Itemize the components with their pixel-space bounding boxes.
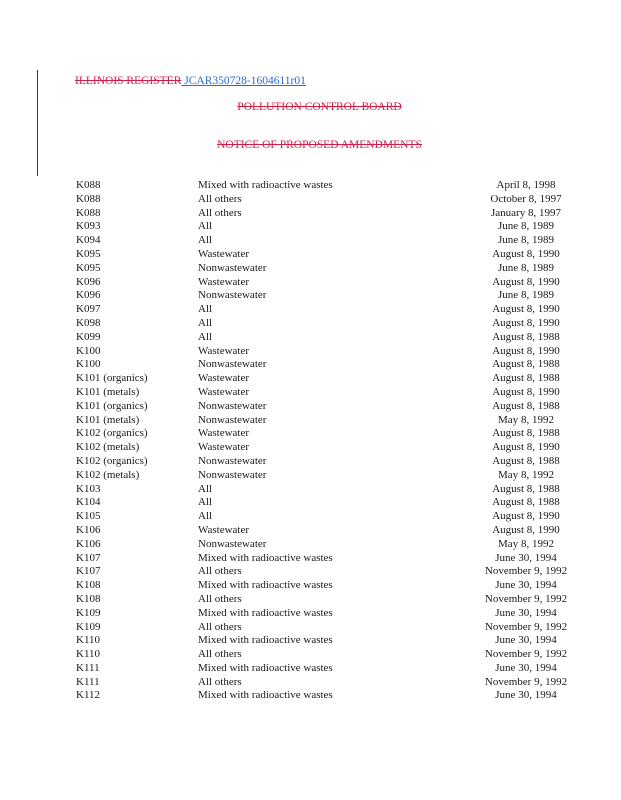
subcategory-cell: Mixed with radioactive wastes bbox=[198, 179, 333, 191]
subcategory-cell: Mixed with radioactive wastes bbox=[198, 579, 333, 592]
effective-date-cell: August 8, 1990 bbox=[492, 275, 560, 288]
subcategory-cell: Wastewater bbox=[198, 344, 250, 357]
table-row bbox=[76, 579, 571, 593]
board-header bbox=[0, 101, 621, 113]
effective-date-cell: April 8, 1998 bbox=[496, 179, 556, 191]
effective-date-cell: June 8, 1989 bbox=[498, 289, 554, 302]
subcategory-cell: Mixed with radioactive wastes bbox=[198, 689, 333, 702]
table-row bbox=[76, 262, 571, 276]
table-row bbox=[76, 345, 571, 359]
subcategory-cell: Nonwastewater bbox=[198, 454, 267, 467]
subcategory-cell: Wastewater bbox=[198, 385, 250, 398]
effective-date-cell: June 30, 1994 bbox=[495, 634, 557, 647]
subcategory-cell: Wastewater bbox=[198, 275, 250, 288]
subcategory-cell: All others bbox=[198, 675, 242, 688]
effective-date-cell: November 9, 1992 bbox=[484, 620, 568, 633]
effective-date-cell: August 8, 1990 bbox=[492, 344, 560, 357]
subcategory-cell: All others bbox=[198, 592, 242, 605]
waste-code-cell: K102 (metals) bbox=[76, 441, 140, 454]
effective-date-cell: June 8, 1989 bbox=[498, 261, 554, 274]
waste-code-cell: K110 bbox=[76, 648, 101, 661]
subcategory-cell: All others bbox=[198, 565, 242, 578]
table-row bbox=[76, 634, 571, 648]
subcategory-cell: Nonwastewater bbox=[198, 261, 267, 274]
waste-code-cell: K095 bbox=[76, 247, 101, 260]
notice-header bbox=[0, 139, 621, 151]
subcategory-cell: All others bbox=[198, 620, 242, 633]
effective-date-cell: June 30, 1994 bbox=[495, 661, 557, 674]
table-row bbox=[76, 276, 571, 290]
effective-date-cell: June 30, 1994 bbox=[495, 551, 557, 564]
effective-date-cell: August 8, 1988 bbox=[492, 399, 560, 412]
table-row bbox=[76, 248, 571, 262]
subcategory-cell: All bbox=[198, 316, 213, 329]
effective-date-cell: May 8, 1992 bbox=[498, 537, 554, 550]
effective-date-cell: August 8, 1988 bbox=[492, 496, 560, 509]
subcategory-cell: All bbox=[198, 220, 213, 233]
table-row bbox=[76, 648, 571, 662]
subcategory-cell: Wastewater bbox=[198, 441, 250, 454]
waste-code-cell: K100 bbox=[76, 344, 101, 357]
waste-code-cell: K088 bbox=[76, 179, 101, 191]
table-row bbox=[76, 358, 571, 372]
subcategory-cell: Wastewater bbox=[198, 427, 250, 440]
table-row bbox=[76, 469, 571, 483]
effective-date-cell: August 8, 1990 bbox=[492, 303, 560, 316]
register-title-struck: ILLINOIS REGISTER bbox=[75, 75, 182, 87]
waste-code-cell: K110 bbox=[76, 634, 101, 647]
effective-date-cell: August 8, 1990 bbox=[492, 523, 560, 536]
subcategory-cell: All bbox=[198, 482, 213, 495]
table-row bbox=[76, 510, 571, 524]
waste-code-cell: K100 bbox=[76, 358, 101, 371]
table-row bbox=[76, 179, 571, 193]
subcategory-cell: Mixed with radioactive wastes bbox=[198, 551, 333, 564]
waste-code-cell: K101 (metals) bbox=[76, 385, 140, 398]
subcategory-cell: Wastewater bbox=[198, 247, 250, 260]
subcategory-cell: All bbox=[198, 496, 213, 509]
table-row bbox=[76, 496, 571, 510]
waste-code-cell: K104 bbox=[76, 496, 101, 509]
effective-date-cell: August 8, 1990 bbox=[492, 316, 560, 329]
effective-date-cell: May 8, 1992 bbox=[498, 413, 554, 426]
waste-code-table bbox=[76, 179, 571, 703]
subcategory-cell: All bbox=[198, 330, 213, 343]
waste-code-cell: K098 bbox=[76, 316, 101, 329]
effective-date-cell: August 8, 1990 bbox=[492, 247, 560, 260]
effective-date-cell: June 30, 1994 bbox=[495, 689, 557, 702]
table-row bbox=[76, 289, 571, 303]
subcategory-cell: All bbox=[198, 234, 213, 247]
effective-date-cell: January 8, 1997 bbox=[491, 206, 561, 219]
table-row bbox=[76, 621, 571, 635]
waste-code-cell: K109 bbox=[76, 620, 101, 633]
waste-code-cell: K109 bbox=[76, 606, 101, 619]
table-row bbox=[76, 565, 571, 579]
table-row bbox=[76, 538, 571, 552]
table-row bbox=[76, 372, 571, 386]
effective-date-cell: October 8, 1997 bbox=[490, 192, 562, 205]
subcategory-cell: Nonwastewater bbox=[198, 468, 267, 481]
waste-code-cell: K101 (metals) bbox=[76, 413, 140, 426]
waste-code-cell: K088 bbox=[76, 192, 101, 205]
table-row bbox=[76, 552, 571, 566]
table-row bbox=[76, 676, 571, 690]
waste-code-cell: K094 bbox=[76, 234, 101, 247]
subcategory-cell: Mixed with radioactive wastes bbox=[198, 606, 333, 619]
subcategory-cell: Wastewater bbox=[198, 372, 250, 385]
subcategory-cell: Nonwastewater bbox=[198, 537, 267, 550]
table-row bbox=[76, 386, 571, 400]
waste-code-cell: K112 bbox=[76, 689, 101, 702]
table-row bbox=[76, 483, 571, 497]
effective-date-cell: August 8, 1990 bbox=[492, 385, 560, 398]
effective-date-cell: August 8, 1988 bbox=[492, 358, 560, 371]
waste-code-cell: K107 bbox=[76, 551, 101, 564]
effective-date-cell: August 8, 1988 bbox=[492, 482, 560, 495]
waste-code-cell: K101 (organics) bbox=[76, 399, 148, 412]
waste-code-table-body bbox=[76, 179, 571, 703]
waste-code-cell: K106 bbox=[76, 537, 101, 550]
effective-date-cell: May 8, 1992 bbox=[498, 468, 554, 481]
waste-code-cell: K111 bbox=[76, 675, 100, 688]
table-row bbox=[76, 689, 571, 703]
table-row bbox=[76, 593, 571, 607]
effective-date-cell: August 8, 1988 bbox=[492, 454, 560, 467]
subcategory-cell: Nonwastewater bbox=[198, 413, 267, 426]
table-row bbox=[76, 414, 571, 428]
waste-code-cell: K093 bbox=[76, 220, 101, 233]
effective-date-cell: June 8, 1989 bbox=[498, 234, 554, 247]
effective-date-cell: June 30, 1994 bbox=[495, 606, 557, 619]
effective-date-cell: August 8, 1988 bbox=[492, 372, 560, 385]
table-row bbox=[76, 607, 571, 621]
notice-title-struck: NOTICE OF PROPOSED AMENDMENTS bbox=[217, 139, 422, 151]
table-row bbox=[76, 220, 571, 234]
table-row bbox=[76, 662, 571, 676]
subcategory-cell: Nonwastewater bbox=[198, 289, 267, 302]
waste-code-cell: K103 bbox=[76, 482, 101, 495]
table-row bbox=[76, 441, 571, 455]
subcategory-cell: Nonwastewater bbox=[198, 399, 267, 412]
table-row bbox=[76, 400, 571, 414]
effective-date-cell: June 8, 1989 bbox=[498, 220, 554, 233]
effective-date-cell: November 9, 1992 bbox=[484, 592, 568, 605]
waste-code-cell: K096 bbox=[76, 275, 101, 288]
waste-code-cell: K106 bbox=[76, 523, 101, 536]
jcar-reference-inserted: JCAR350728-1604611r01 bbox=[181, 75, 306, 87]
table-row bbox=[76, 207, 571, 221]
table-row bbox=[76, 193, 571, 207]
effective-date-cell: November 9, 1992 bbox=[484, 565, 568, 578]
waste-code-cell: K107 bbox=[76, 565, 101, 578]
waste-code-cell: K111 bbox=[76, 661, 100, 674]
waste-code-cell: K108 bbox=[76, 579, 101, 592]
subcategory-cell: Wastewater bbox=[198, 523, 250, 536]
table-row bbox=[76, 455, 571, 469]
subcategory-cell: All others bbox=[198, 206, 242, 219]
table-row bbox=[76, 524, 571, 538]
table-row bbox=[76, 331, 571, 345]
waste-code-cell: K102 (metals) bbox=[76, 468, 140, 481]
subcategory-cell: All bbox=[198, 303, 213, 316]
subcategory-cell: Mixed with radioactive wastes bbox=[198, 634, 333, 647]
effective-date-cell: August 8, 1990 bbox=[492, 510, 560, 523]
register-header bbox=[75, 75, 306, 87]
effective-date-cell: August 8, 1988 bbox=[492, 330, 560, 343]
effective-date-cell: June 30, 1994 bbox=[495, 579, 557, 592]
subcategory-cell: All others bbox=[198, 192, 242, 205]
waste-code-cell: K088 bbox=[76, 206, 101, 219]
waste-code-cell: K102 (organics) bbox=[76, 454, 148, 467]
subcategory-cell: All others bbox=[198, 648, 242, 661]
revision-change-bar bbox=[37, 70, 38, 176]
table-row bbox=[76, 234, 571, 248]
waste-code-cell: K099 bbox=[76, 330, 101, 343]
effective-date-cell: August 8, 1990 bbox=[492, 441, 560, 454]
waste-code-cell: K095 bbox=[76, 261, 101, 274]
waste-code-cell: K097 bbox=[76, 303, 101, 316]
effective-date-cell: November 9, 1992 bbox=[484, 648, 568, 661]
table-row bbox=[76, 317, 571, 331]
waste-code-cell: K105 bbox=[76, 510, 101, 523]
waste-code-cell: K096 bbox=[76, 289, 101, 302]
table-row bbox=[76, 303, 571, 317]
board-title-struck: POLLUTION CONTROL BOARD bbox=[237, 101, 402, 113]
effective-date-cell: August 8, 1988 bbox=[492, 427, 560, 440]
table-row bbox=[76, 427, 571, 441]
subcategory-cell: Nonwastewater bbox=[198, 358, 267, 371]
subcategory-cell: All bbox=[198, 510, 213, 523]
waste-code-cell: K108 bbox=[76, 592, 101, 605]
effective-date-cell: November 9, 1992 bbox=[484, 675, 568, 688]
subcategory-cell: Mixed with radioactive wastes bbox=[198, 661, 333, 674]
waste-code-cell: K102 (organics) bbox=[76, 427, 148, 440]
waste-code-cell: K101 (organics) bbox=[76, 372, 148, 385]
